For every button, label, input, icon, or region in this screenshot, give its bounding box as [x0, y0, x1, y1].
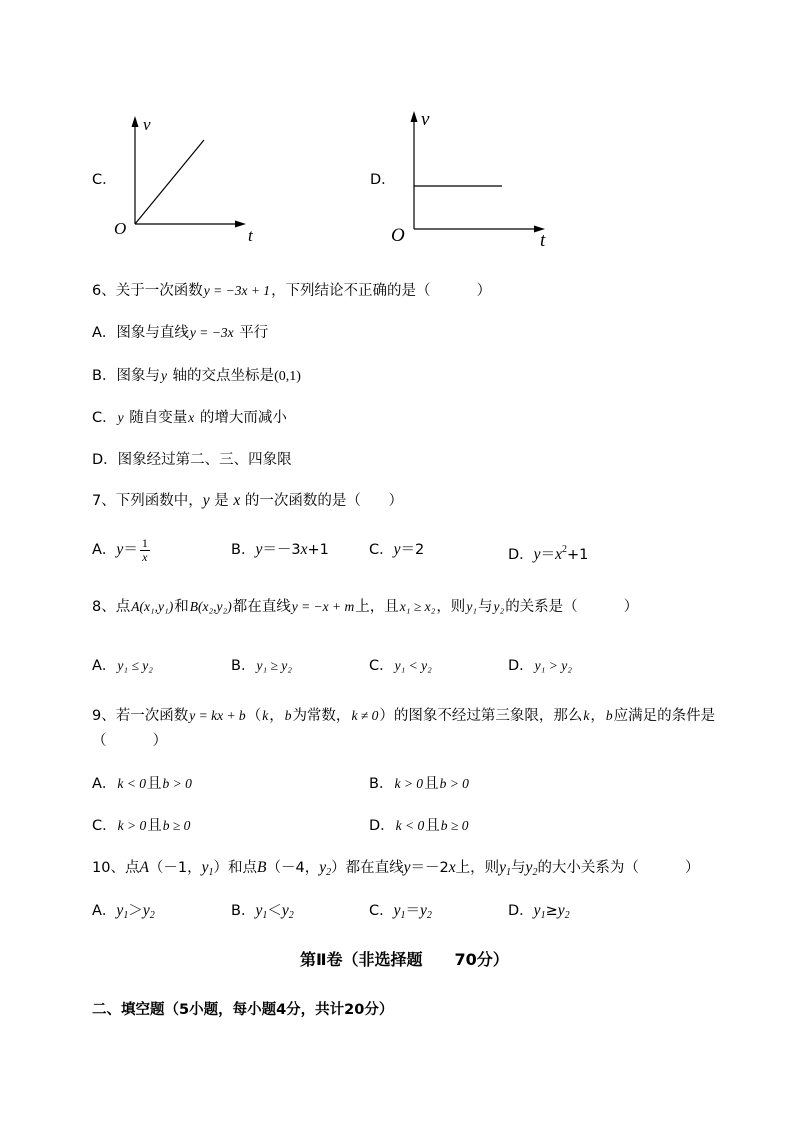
text-run: ≥: [545, 903, 558, 919]
text-run: ＝－3: [262, 542, 301, 558]
subscript: 2: [564, 910, 570, 921]
question-10-option-d: [508, 901, 570, 926]
text-run: A．: [92, 903, 117, 919]
text-run: B．: [231, 542, 256, 558]
text-run: 与: [511, 860, 526, 876]
text-run: D．: [508, 547, 534, 563]
graph-c-y-axis-label: v: [143, 115, 151, 134]
math-variable: y: [202, 492, 210, 509]
text-run: ，: [590, 708, 605, 724]
math-variable: y: [525, 859, 533, 876]
subscript: 2: [326, 867, 332, 878]
subscript: 1: [400, 910, 406, 921]
question-10-option-b: [231, 901, 294, 926]
math-expression: A(x₁,y₁): [131, 599, 174, 614]
graph-c-x-axis-arrow: [235, 221, 246, 228]
graph-c-plot-line: [135, 140, 204, 224]
text-run: A．: [92, 658, 117, 674]
subscript: 2: [426, 910, 432, 921]
math-expression: b > 0: [162, 776, 192, 791]
math-variable: y: [116, 902, 124, 919]
math-variable: y: [255, 541, 263, 558]
text-run: +1: [307, 542, 329, 558]
math-expression: y = −3x + 1: [203, 283, 271, 298]
graph-d: [411, 111, 546, 233]
graph-d-x-axis-label: t: [540, 230, 546, 251]
math-variable: A: [139, 859, 149, 876]
question-9-option-b: [369, 774, 470, 794]
graph-d-y-axis-arrow: [411, 111, 418, 122]
question-8-option-a: [92, 656, 154, 676]
math-variable: y: [255, 902, 263, 919]
math-expression: b ≥ 0: [162, 818, 191, 833]
question-7-option-c: [369, 535, 424, 565]
text-run: ＝2: [400, 542, 425, 558]
fraction-denominator: x: [142, 549, 148, 564]
text-run: B．图象与: [92, 368, 160, 384]
math-variable: y: [281, 902, 289, 919]
math-expression: y = −3x: [189, 325, 234, 340]
math-variable: y: [319, 859, 327, 876]
math-expression: B(x₂,y₂): [189, 599, 232, 614]
text-run: ）和点: [213, 860, 258, 876]
text-run: ）都在直线: [331, 860, 404, 876]
text-run: ）的图象不经过第三象限，那么: [379, 708, 583, 724]
fill-in-blank-section-heading: 二、填空题（5小题，每小题4分，共计20分）: [92, 1002, 394, 1018]
question-9-option-d: [369, 816, 469, 836]
superscript: 2: [561, 544, 567, 555]
question-6-option-c: [92, 408, 287, 428]
text-run: ＝－2: [410, 860, 449, 876]
text-run: 都在直线: [232, 599, 291, 615]
text-run: D．: [369, 818, 395, 834]
text-run: C．: [369, 658, 394, 674]
text-run: 应满足的条件是: [613, 708, 716, 724]
question-9-answer-blank: [92, 731, 167, 751]
graph-c-x-axis-label: t: [248, 226, 253, 245]
subscript: 2: [288, 910, 294, 921]
graph-option-d-label: D．: [370, 172, 396, 188]
math-variable: x: [233, 492, 241, 509]
text-run: 的关系是（ ）: [505, 599, 639, 615]
math-expression: b ≥ 0: [440, 818, 469, 833]
text-run: （－1，: [148, 860, 202, 876]
text-run: +1: [566, 547, 589, 563]
text-run: 和: [174, 599, 189, 615]
question-7-option-d: [508, 535, 588, 570]
math-expression: x: [188, 410, 195, 425]
math-variable: y: [393, 902, 401, 919]
text-run: ，: [269, 708, 284, 724]
math-variable: y: [533, 546, 541, 563]
math-variable: y: [393, 541, 401, 558]
text-run: ＞: [128, 903, 143, 919]
text-run: ＝: [540, 547, 556, 563]
math-variable: y: [557, 902, 565, 919]
fraction: [140, 537, 150, 564]
text-run: 上，且: [355, 599, 399, 615]
fraction-numerator: 1: [141, 535, 148, 550]
graph-option-c-label: C．: [92, 172, 117, 188]
question-10-option-c: [369, 901, 432, 926]
question-10-option-a: [92, 901, 155, 926]
text-run: D．: [508, 903, 534, 919]
text-run: 且: [425, 818, 440, 834]
text-run: 6、关于一次函数: [92, 283, 203, 299]
text-run: A．图象与直线: [92, 325, 189, 341]
math-expression: k > 0: [117, 818, 147, 833]
math-variable: x: [555, 546, 562, 563]
question-7-stem: [92, 491, 403, 511]
question-8-option-d: [508, 656, 573, 676]
math-expression: y: [160, 368, 167, 383]
text-run: C．: [369, 903, 394, 919]
math-expression: k < 0: [117, 776, 147, 791]
graph-d-origin-label: O: [391, 225, 405, 246]
text-run: A．: [92, 542, 117, 558]
text-run: 随自变量: [124, 410, 188, 426]
question-6-option-d: [92, 450, 292, 470]
text-run: C．: [92, 410, 117, 426]
math-variable: y: [142, 902, 150, 919]
text-run: C．: [92, 818, 117, 834]
math-variable: B: [257, 859, 267, 876]
text-run: 轴的交点坐标是: [167, 368, 275, 384]
question-6-option-b: [92, 366, 301, 387]
question-6-stem: [92, 281, 491, 301]
text-run: C．: [369, 542, 394, 558]
question-10-stem: [92, 858, 700, 883]
text-run: 8、点: [92, 599, 131, 615]
math-variable: y: [420, 902, 427, 919]
math-variable: y: [533, 902, 541, 919]
math-expression: y₁ ≥ y₂: [256, 658, 292, 673]
graph-c-y-axis-arrow: [132, 116, 139, 127]
graph-c-origin-label: O: [114, 219, 127, 238]
math-expression: k: [583, 708, 590, 723]
math-variable: x: [448, 859, 456, 876]
part-2-title: 第Ⅱ卷（非选择题 70分）: [300, 950, 509, 969]
subscript: 2: [532, 867, 538, 878]
math-variable: y: [116, 541, 124, 558]
math-expression: b: [605, 708, 613, 723]
text-run: 7、下列函数中，: [92, 493, 203, 509]
question-7-option-a: [92, 535, 150, 565]
math-expression: k > 0: [394, 776, 424, 791]
text-run: （－4，: [266, 860, 320, 876]
math-variable: x: [300, 541, 308, 558]
text-run: B．: [369, 776, 394, 792]
text-run: D．: [508, 658, 534, 674]
text-run: A．: [92, 776, 117, 792]
math-expression: k: [262, 708, 269, 723]
subscript: 1: [262, 910, 268, 921]
text-run: （ ）: [92, 733, 168, 749]
text-run: ，下列结论不正确的是（ ）: [271, 283, 492, 299]
math-expression: y₁ ≤ y₂: [117, 658, 153, 673]
text-run: 的大小关系为（ ）: [537, 860, 700, 876]
text-run: 是: [209, 493, 234, 509]
text-run: 平行: [234, 325, 269, 341]
math-expression: x₁ ≥ x₂: [399, 599, 436, 614]
text-run: ，则: [436, 599, 466, 615]
math-expression: y = kx + b: [189, 708, 246, 723]
math-expression: b > 0: [439, 776, 469, 791]
question-9-stem: [92, 706, 715, 726]
text-run: 与: [478, 599, 493, 615]
math-expression: y₁ < y₂: [394, 658, 432, 673]
question-9-option-c: [92, 816, 191, 836]
math-expression: y₁ > y₂: [534, 658, 572, 673]
text-run: B．: [231, 903, 256, 919]
math-expression: k ≠ 0: [351, 708, 379, 723]
math-expression: y₁: [466, 599, 477, 614]
text-run: 为常数，: [292, 708, 351, 724]
subscript: 2: [149, 910, 155, 921]
text-run: 上，则: [455, 860, 500, 876]
math-expression: y = −x + m: [291, 599, 355, 614]
text-run: D．图象经过第二、三、四象限: [92, 452, 292, 468]
math-expression: k < 0: [395, 818, 425, 833]
velocity-time-graphs: [0, 100, 794, 260]
text-run: ＝: [123, 542, 138, 558]
text-run: 9、若一次函数: [92, 708, 189, 724]
subscript: 1: [123, 910, 129, 921]
text-run: 的增大而减小: [195, 410, 287, 426]
text-run: （: [246, 708, 262, 724]
text-run: 的一次函数的是（ ）: [240, 493, 403, 509]
question-9-option-a: [92, 774, 193, 794]
graph-d-y-axis-label: v: [421, 109, 430, 130]
subscript: 1: [540, 910, 546, 921]
question-8-stem: [92, 597, 638, 617]
question-7-option-b: [231, 535, 329, 565]
math-expression: (0,1): [274, 369, 301, 384]
math-variable: y: [403, 859, 411, 876]
text-run: 且: [147, 818, 162, 834]
text-run: 且: [147, 776, 162, 792]
question-8-option-c: [369, 656, 433, 676]
math-expression: y₂: [493, 599, 505, 614]
question-6-option-a: [92, 323, 268, 343]
question-8-option-b: [231, 656, 293, 676]
math-variable: y: [499, 859, 507, 876]
text-run: ＝: [405, 903, 421, 919]
subscript: 1: [208, 867, 214, 878]
text-run: 10、点: [92, 860, 140, 876]
text-run: 且: [424, 776, 439, 792]
math-variable: y: [201, 859, 209, 876]
math-expression: y: [117, 410, 124, 425]
math-expression: b: [284, 708, 292, 723]
text-run: B．: [231, 658, 256, 674]
text-run: ＜: [267, 903, 282, 919]
subscript: 1: [506, 867, 512, 878]
